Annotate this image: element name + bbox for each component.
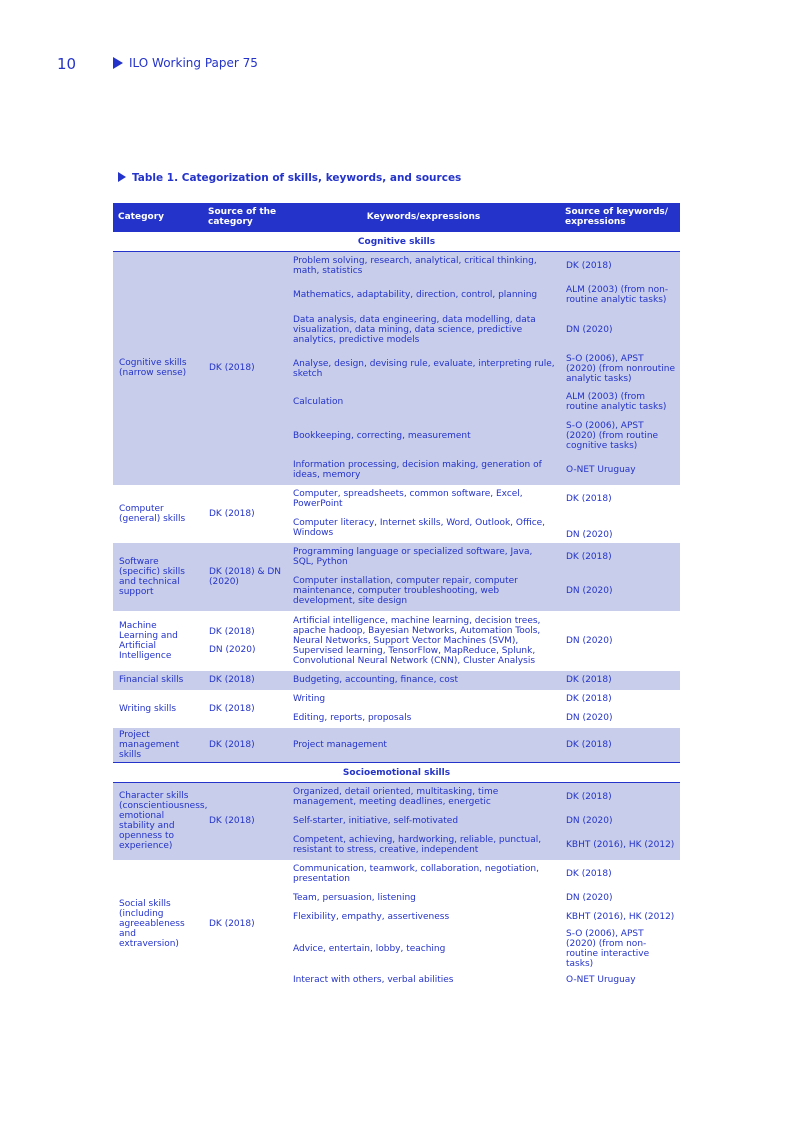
keyword-source-cell: S-O (2006), APST (2020) (from non-routine interactive tasks) (560, 927, 680, 971)
keywords-cell: Advice, entertain, lobby, teaching (287, 927, 560, 971)
table-row (113, 728, 680, 763)
category-cell: Social skills (including agreeableness and extraversion) (113, 860, 203, 989)
col-header-source-keywords: Source of keywords/ expressions (560, 203, 680, 232)
keywords-cell: Problem solving, research, analytical, critical thinking, math, statistics (287, 252, 560, 281)
keywords-cell: Programming language or specialized software, Java, SQL, Python (287, 543, 560, 572)
table-header-row (113, 203, 680, 232)
keyword-source-cell: DK (2018) (560, 783, 680, 812)
keyword-source-cell: S-O (2006), APST (2020) (from nonroutine analytic tasks) (560, 350, 680, 388)
category-source-cell: DK (2018) (203, 671, 287, 690)
keyword-source-cell: DK (2018) (560, 690, 680, 709)
col-header-keywords: Keywords/expressions (287, 203, 560, 232)
category-source-cell: DK (2018) (203, 783, 287, 860)
keywords-cell: Information processing, decision making, generation of ideas, memory (287, 456, 560, 485)
keyword-source-cell: S-O (2006), APST (2020) (from routine cognitive tasks) (560, 416, 680, 456)
keyword-source-cell: DK (2018) (560, 252, 680, 281)
keyword-source-cell: DN (2020) (560, 611, 680, 671)
play-arrow-icon (113, 57, 123, 69)
category-cell: Writing skills (113, 690, 203, 728)
category-cell: Character skills (conscientiousness, emotional stability and openness to experience) (113, 783, 203, 860)
table-row (113, 543, 680, 572)
keywords-cell: Computer installation, computer repair, computer maintenance, computer troubleshooting, web development, site design (287, 572, 560, 611)
keyword-source-cell: DN (2020) (560, 310, 680, 350)
table-row (113, 671, 680, 690)
category-source-cell: DK (2018) (203, 728, 287, 763)
keywords-cell: Communication, teamwork, collaboration, negotiation, presentation (287, 860, 560, 889)
keywords-cell: Bookkeeping, correcting, measurement (287, 416, 560, 456)
category-cell: Project management skills (113, 728, 203, 763)
table-row (113, 690, 680, 709)
category-source-line: DK (2018) (209, 626, 255, 637)
keyword-source-cell: DK (2018) (560, 485, 680, 514)
table-caption-text: Table 1. Categorization of skills, keywords, and sources (132, 172, 462, 184)
table-row (113, 783, 680, 812)
keywords-cell: Flexibility, empathy, assertiveness (287, 908, 560, 927)
keyword-source-cell: ALM (2003) (from routine analytic tasks) (560, 388, 680, 416)
keywords-cell: Computer, spreadsheets, common software, Excel, PowerPoint (287, 485, 560, 514)
table-row (113, 252, 680, 281)
keyword-source-cell: DN (2020) (560, 709, 680, 728)
category-cell: Software (specific) skills and technical support (113, 543, 203, 611)
col-header-category: Category (113, 203, 203, 232)
keyword-source-cell: DN (2020) (560, 572, 680, 611)
category-source-line: DN (2020) (209, 644, 256, 655)
category-cell: Financial skills (113, 671, 203, 690)
keyword-source-cell: DK (2018) (560, 543, 680, 572)
col-header-source-category: Source of the category (203, 203, 287, 232)
keywords-cell: Organized, detail oriented, multitasking, time management, meeting deadlines, energetic (287, 783, 560, 812)
keywords-cell: Self-starter, initiative, self-motivated (287, 812, 560, 831)
section-row (113, 763, 680, 783)
page-number: 10 (57, 55, 77, 73)
keyword-source-cell: DK (2018) (560, 728, 680, 763)
keyword-source-cell: DK (2018) (560, 860, 680, 889)
keywords-cell: Project management (287, 728, 560, 763)
keyword-source-cell: DN (2020) (560, 514, 680, 543)
keywords-cell: Artificial intelligence, machine learning, decision trees, apache hadoop, Bayesian Networks, Automation Tools, Neural Networks, Support Vector Machines (SVM), Supervised learning, TensorFlow, MapReduce, Splunk, Convolutional Neural Network (CNN), Cluster Analysis (287, 611, 560, 671)
table-row (113, 611, 680, 671)
section-title: Cognitive skills (113, 232, 680, 252)
keywords-cell: Budgeting, accounting, finance, cost (287, 671, 560, 690)
category-cell: Computer (general) skills (113, 485, 203, 543)
keyword-source-cell: O-NET Uruguay (560, 971, 680, 989)
keywords-cell: Editing, reports, proposals (287, 709, 560, 728)
keyword-source-cell: DK (2018) (560, 671, 680, 690)
category-source-cell: DK (2018) (203, 860, 287, 989)
keywords-cell: Competent, achieving, hardworking, reliable, punctual, resistant to stress, creative, independent (287, 831, 560, 860)
keywords-cell: Computer literacy, Internet skills, Word, Outlook, Office, Windows (287, 514, 560, 543)
keyword-source-cell: O-NET Uruguay (560, 456, 680, 485)
keywords-cell: Interact with others, verbal abilities (287, 971, 560, 989)
category-source-cell: DK (2018) (203, 485, 287, 543)
keyword-source-cell: DN (2020) (560, 812, 680, 831)
category-source-cell (203, 611, 287, 671)
play-arrow-icon (118, 172, 126, 182)
table-row (113, 860, 680, 889)
table-caption (118, 172, 461, 184)
keywords-cell: Team, persuasion, listening (287, 889, 560, 908)
keywords-cell: Data analysis, data engineering, data modelling, data visualization, data mining, data science, predictive analytics, predictive models (287, 310, 560, 350)
keyword-source-cell: KBHT (2016), HK (2012) (560, 908, 680, 927)
section-title: Socioemotional skills (113, 763, 680, 783)
keywords-cell: Calculation (287, 388, 560, 416)
keywords-cell: Writing (287, 690, 560, 709)
category-cell: Machine Learning and Artificial Intelligence (113, 611, 203, 671)
table-row (113, 485, 680, 514)
section-row (113, 232, 680, 252)
keyword-source-cell: KBHT (2016), HK (2012) (560, 831, 680, 860)
keyword-source-cell: ALM (2003) (from non-routine analytic tasks) (560, 281, 680, 310)
keywords-cell: Analyse, design, devising rule, evaluate, interpreting rule, sketch (287, 350, 560, 388)
category-cell: Cognitive skills (narrow sense) (113, 252, 203, 485)
keywords-cell: Mathematics, adaptability, direction, control, planning (287, 281, 560, 310)
category-source-cell: DK (2018) (203, 252, 287, 485)
category-source-cell: DK (2018) & DN (2020) (203, 543, 287, 611)
series-title: ILO Working Paper 75 (129, 56, 258, 70)
skills-table (113, 203, 680, 989)
keyword-source-cell: DN (2020) (560, 889, 680, 908)
category-source-cell: DK (2018) (203, 690, 287, 728)
